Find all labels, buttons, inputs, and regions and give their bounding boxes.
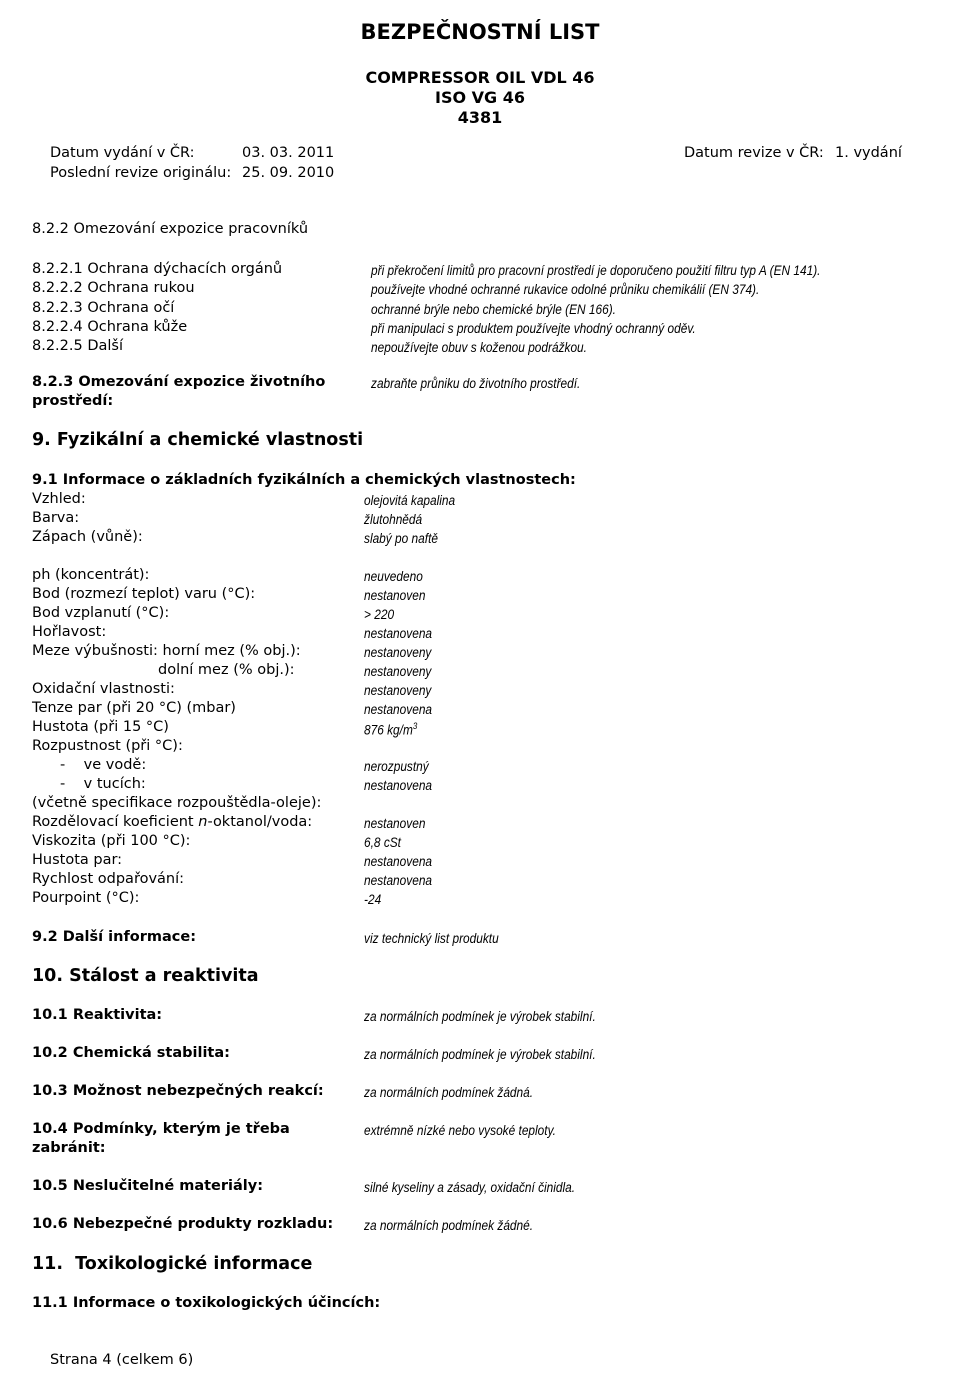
orig-revision-date: 25. 09. 2010 (242, 165, 335, 181)
prop-value: nestanovena (364, 778, 433, 793)
page-number: Strana 4 (celkem 6) (50, 1352, 194, 1368)
prop-value: nestanovena (364, 702, 433, 717)
prop-value: nestanovena (364, 854, 433, 869)
item-label: 10.6 Nebezpečné produkty rozkladu: (32, 1216, 334, 1232)
prop-value: olejovitá kapalina (364, 493, 456, 508)
section-823-label-cont: prostředí: (32, 393, 114, 409)
prop-value: neuvedeno (364, 569, 423, 584)
prop-label: Vzhled: (32, 491, 86, 507)
prop-label: Pourpoint (°C): (32, 890, 140, 906)
prop-value: nestanoveny (364, 664, 432, 679)
prop-value: nestanovena (364, 626, 433, 641)
prop-label: Zápach (vůně): (32, 529, 143, 545)
prop-value: nerozpustný (364, 759, 429, 774)
item-label: 10.2 Chemická stabilita: (32, 1045, 230, 1061)
item-label: 10.1 Reaktivita: (32, 1007, 163, 1023)
prop-label: - ve vodě: (60, 757, 147, 773)
prop-value: 6,8 cSt (364, 835, 401, 850)
section-111-heading: 11.1 Informace o toxikologických účincích: (32, 1295, 381, 1311)
row-value: nepoužívejte obuv s koženou podrážkou. (371, 340, 587, 355)
prop-label: Meze výbušnosti: horní mez (% obj.): (32, 643, 301, 659)
prop-label: dolní mez (% obj.): (158, 662, 295, 678)
prop-label: Barva: (32, 510, 80, 526)
prop-label: Bod (rozmezí teplot) varu (°C): (32, 586, 256, 602)
row-value: používejte vhodné ochranné rukavice odolné průniku chemikálií (EN 374). (371, 282, 760, 297)
section-9-heading: 9. Fyzikální a chemické vlastnosti (32, 430, 364, 450)
prop-value: nestanoven (364, 816, 426, 831)
prop-value: slabý po naftě (364, 531, 438, 546)
row-label: 8.2.2.2 Ochrana rukou (32, 280, 195, 296)
row-label: 8.2.2.1 Ochrana dýchacích orgánů (32, 261, 283, 277)
section-92-label: 9.2 Další informace: (32, 929, 197, 945)
row-label: 8.2.2.4 Ochrana kůže (32, 319, 188, 335)
item-label: 10.3 Možnost nebezpečných reakcí: (32, 1083, 324, 1099)
prop-label: (včetně specifikace rozpouštědla-oleje): (32, 795, 322, 811)
prop-value: nestanoven (364, 588, 426, 603)
prop-label: Tenze par (při 20 °C) (mbar) (32, 700, 236, 716)
prop-value: nestanoveny (364, 645, 432, 660)
issue-date-value: 03. 03. 2011 (242, 145, 335, 161)
density-value (364, 721, 417, 738)
row-label: 8.2.2.3 Ochrana očí (32, 300, 175, 316)
prop-value: > 220 (364, 607, 395, 622)
item-label-cont: zabránit: (32, 1140, 106, 1156)
section-823-label: 8.2.3 Omezování expozice životního (32, 374, 326, 390)
prop-label-part: -oktanol/voda: (207, 814, 313, 830)
item-label: 10.4 Podmínky, kterým je třeba (32, 1121, 290, 1137)
section-11-heading: 11. Toxikologické informace (32, 1254, 313, 1274)
item-value: za normálních podmínek žádné. (364, 1218, 534, 1233)
prop-label: Bod vzplanutí (°C): (32, 605, 170, 621)
density-number: 876 kg/m (364, 722, 413, 738)
prop-label-part: Rozdělovací koeficient (32, 814, 199, 830)
section-823-value: zabraňte průniku do životního prostředí. (371, 376, 581, 391)
prop-value: nestanoveny (364, 683, 432, 698)
row-label: 8.2.2.5 Další (32, 338, 124, 354)
revision-value: 1. vydání (835, 145, 902, 161)
prop-label: Hořlavost: (32, 624, 107, 640)
section-10-heading: 10. Stálost a reaktivita (32, 966, 259, 986)
prop-value: -24 (364, 892, 382, 907)
prop-label: Rozpustnost (při °C): (32, 738, 183, 754)
item-value: extrémně nízké nebo vysoké teploty. (364, 1123, 556, 1138)
section-92-value: viz technický list produktu (364, 931, 499, 946)
density-exponent: 3 (412, 721, 418, 731)
prop-label: Rychlost odpařování: (32, 871, 185, 887)
prop-label: - v tucích: (60, 776, 146, 792)
section-822-heading: 8.2.2 Omezování expozice pracovníků (32, 221, 309, 237)
prop-label: Hustota (při 15 °C) (32, 719, 169, 735)
orig-revision-label: Poslední revize originálu: (50, 165, 232, 181)
prop-label: Viskozita (při 100 °C): (32, 833, 191, 849)
item-label: 10.5 Neslučitelné materiály: (32, 1178, 264, 1194)
issue-date-label: Datum vydání v ČR: (50, 145, 195, 161)
prop-label: Hustota par: (32, 852, 123, 868)
prop-label: ph (koncentrát): (32, 567, 150, 583)
item-value: silné kyseliny a zásady, oxidační činidla. (364, 1180, 576, 1195)
product-code: 4381 (457, 108, 503, 127)
product-grade: ISO VG 46 (435, 88, 525, 107)
revision-label: Datum revize v ČR: (684, 145, 824, 161)
prop-label (32, 814, 312, 830)
row-value: při překročení limitů pro pracovní prostředí je doporučeno použití filtru typ A (EN 141). (371, 263, 821, 278)
row-value: při manipulaci s produktem používejte vhodný ochranný oděv. (371, 321, 696, 336)
prop-value: nestanovena (364, 873, 433, 888)
prop-value: žlutohnědá (364, 512, 423, 527)
item-value: za normálních podmínek je výrobek stabilní. (364, 1009, 596, 1024)
document-title: BEZPEČNOSTNÍ LIST (360, 20, 600, 44)
prop-label: Oxidační vlastnosti: (32, 681, 175, 697)
product-name: COMPRESSOR OIL VDL 46 (365, 68, 595, 87)
item-value: za normálních podmínek je výrobek stabilní. (364, 1047, 596, 1062)
row-value: ochranné brýle nebo chemické brýle (EN 166). (371, 302, 616, 317)
item-value: za normálních podmínek žádná. (364, 1085, 534, 1100)
prop-label-part: n (198, 814, 208, 830)
section-91-heading: 9.1 Informace o základních fyzikálních a chemických vlastnostech: (32, 472, 576, 488)
